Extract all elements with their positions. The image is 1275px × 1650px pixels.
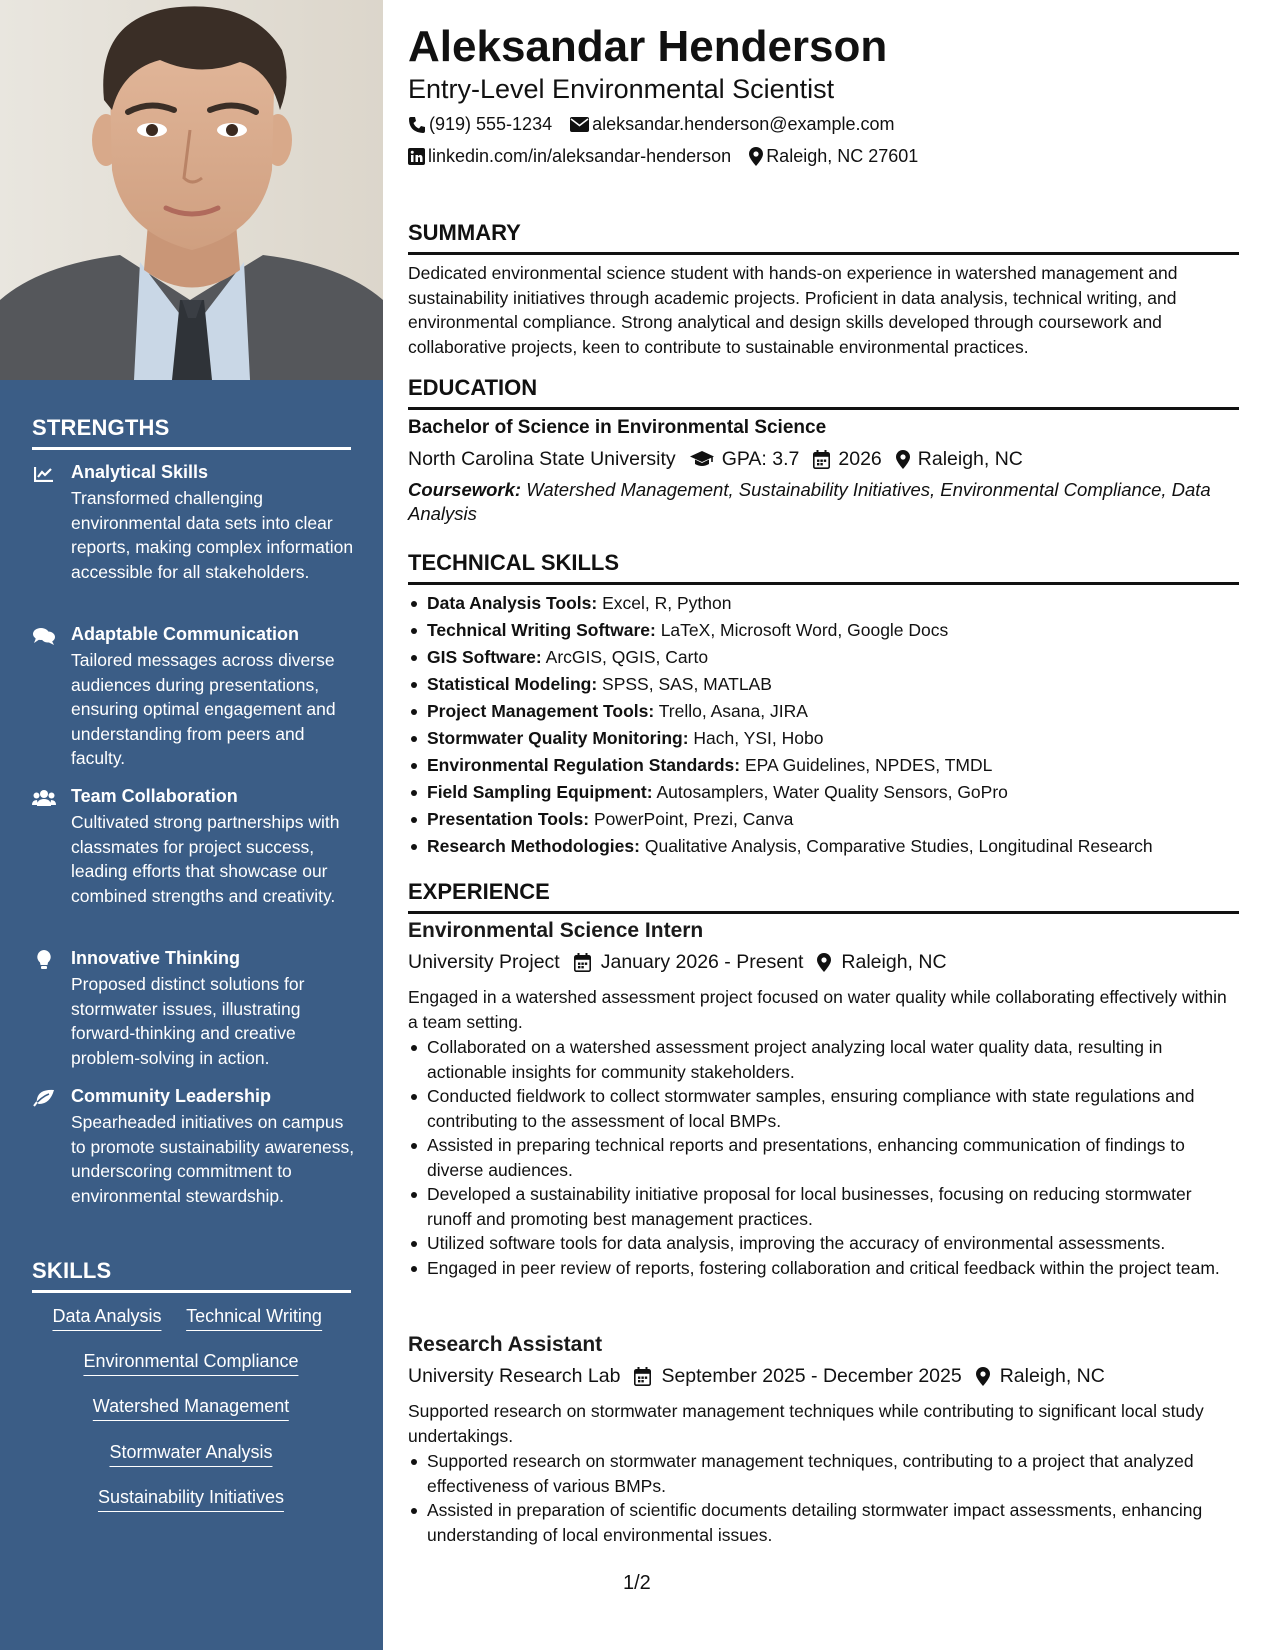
strength-title: Analytical Skills [71, 462, 209, 482]
job-meta [408, 1365, 1105, 1388]
users-icon [32, 788, 56, 808]
list-item: Statistical Modeling: SPSS, SAS, MATLAB [408, 671, 1239, 698]
coursework-list: Watershed Management, Sustainability Initiatives, Environmental Compliance, Data Analysis [408, 479, 1211, 524]
map-pin-icon [976, 1367, 990, 1386]
list-item: Utilized software tools for data analysis, improving the accuracy of environmental assessments. [408, 1231, 1239, 1256]
school-name: North Carolina State University [408, 448, 676, 470]
map-pin-icon [817, 953, 831, 972]
coursework [408, 478, 1239, 526]
strength-description: Spearheaded initiatives on campus to promote sustainability awareness, underscoring commitment to environmental stewardship. [71, 1112, 355, 1206]
skill-tag: Sustainability Initiatives [98, 1487, 284, 1512]
map-pin-icon [896, 450, 910, 469]
job-bullets [408, 1035, 1239, 1280]
skills-heading: SKILLS [32, 1258, 351, 1293]
list-item: Conducted fieldwork to collect stormwater samples, ensuring compliance with state regulations and contributing to the assessment of local BMPs. [408, 1084, 1239, 1133]
skill-tag: Technical Writing [186, 1306, 322, 1331]
list-item: Project Management Tools: Trello, Asana, JIRA [408, 698, 1239, 725]
education-meta [408, 448, 1023, 471]
skill-tag: Stormwater Analysis [109, 1442, 272, 1467]
education-location: Raleigh, NC [917, 448, 1023, 470]
strength-title: Innovative Thinking [71, 948, 241, 968]
leaf-icon [32, 1088, 56, 1108]
calendar-icon [634, 1367, 651, 1386]
technical-skills-heading: TECHNICAL SKILLS [408, 550, 1239, 585]
job-bullets [408, 1449, 1239, 1547]
comments-icon [32, 626, 56, 646]
candidate-role: Entry-Level Environmental Scientist [408, 74, 835, 104]
skill-tag: Watershed Management [93, 1396, 289, 1421]
job-meta [408, 951, 947, 974]
list-item: GIS Software: ArcGIS, QGIS, Carto [408, 644, 1239, 671]
strengths-heading: STRENGTHS [32, 415, 351, 450]
job-title: Environmental Science Intern [408, 919, 704, 942]
list-item: Assisted in preparation of scientific documents detailing stormwater impact assessments, enhancing understanding of local environmental issues. [408, 1498, 1239, 1547]
sidebar [0, 0, 383, 1650]
list-item: Presentation Tools: PowerPoint, Prezi, Canva [408, 806, 1239, 833]
strength-description: Proposed distinct solutions for stormwater issues, illustrating forward-thinking and creative problem-solving in action. [71, 974, 305, 1068]
job-organization: University Project [408, 951, 560, 973]
location-text: Raleigh, NC 27601 [766, 146, 919, 166]
graduation-cap-icon [690, 451, 714, 468]
degree-title: Bachelor of Science in Environmental Science [408, 417, 827, 438]
list-item: Collaborated on a watershed assessment project analyzing local water quality data, resulting in actionable insights for community stakeholders. [408, 1035, 1239, 1084]
job-title: Research Assistant [408, 1333, 603, 1356]
list-item: Supported research on stormwater management techniques, contributing to a project that analyzed effectiveness of various BMPs. [408, 1449, 1239, 1498]
graduation-year: 2026 [838, 448, 882, 470]
linkedin-icon [408, 148, 425, 165]
candidate-name: Aleksandar Henderson [408, 22, 888, 71]
list-item: Research Methodologies: Qualitative Analysis, Comparative Studies, Longitudinal Research [408, 833, 1239, 860]
list-item: Developed a sustainability initiative proposal for local businesses, focusing on reducing stormwater runoff and promoting best management practices. [408, 1182, 1239, 1231]
job-dates: September 2025 - December 2025 [661, 1365, 962, 1387]
list-item: Environmental Regulation Standards: EPA Guidelines, NPDES, TMDL [408, 752, 1239, 779]
strength-title: Community Leadership [71, 1086, 272, 1106]
envelope-icon [570, 117, 589, 132]
calendar-icon [813, 450, 830, 469]
job-summary: Supported research on stormwater management techniques while contributing to significant local study undertakings. [408, 1401, 1204, 1446]
linkedin-link[interactable]: linkedin.com/in/aleksandar-henderson [428, 146, 732, 166]
chart-line-icon [32, 464, 56, 484]
map-pin-icon [749, 147, 763, 166]
page-number: 1/2 [623, 1572, 651, 1594]
gpa-text: GPA: 3.7 [721, 448, 800, 470]
calendar-icon [574, 953, 591, 972]
strength-description: Tailored messages across diverse audiences during presentations, ensuring optimal engagement and understanding from peers and faculty. [71, 650, 336, 768]
list-item: Stormwater Quality Monitoring: Hach, YSI, Hobo [408, 725, 1239, 752]
contact-row [408, 114, 895, 135]
strength-title: Adaptable Communication [71, 624, 300, 644]
lightbulb-icon [32, 950, 56, 970]
experience-heading: EXPERIENCE [408, 879, 1239, 914]
strength-description: Cultivated strong partnerships with classmates for project success, leading efforts that showcase our combined strengths and creativity. [71, 812, 340, 906]
list-item: Field Sampling Equipment: Autosamplers, Water Quality Sensors, GoPro [408, 779, 1239, 806]
phone-icon [408, 116, 426, 134]
list-item: Technical Writing Software: LaTeX, Microsoft Word, Google Docs [408, 617, 1239, 644]
job-location: Raleigh, NC [999, 1365, 1105, 1387]
job-location: Raleigh, NC [841, 951, 947, 973]
coursework-label: Coursework: [408, 479, 522, 500]
summary-text: Dedicated environmental science student with hands-on experience in watershed management and sustainability initiatives through academic projects. Proficient in data analysis, technical writing, and environmental compliance. Strong analytical and design skills developed through coursework and collaborative projects, keen to contribute to sustainable environmental practices. [408, 263, 1178, 357]
summary-heading: SUMMARY [408, 220, 1239, 255]
portrait-image [0, 0, 383, 380]
list-item: Data Analysis Tools: Excel, R, Python [408, 590, 1239, 617]
profile-photo [0, 0, 383, 380]
job-summary: Engaged in a watershed assessment project focused on water quality while collaborating effectively within a team setting. [408, 987, 1227, 1032]
list-item: Engaged in peer review of reports, fostering collaboration and critical feedback within the project team. [408, 1256, 1239, 1281]
strength-description: Transformed challenging environmental data sets into clear reports, making complex information accessible for all stakeholders. [71, 488, 354, 582]
list-item: Assisted in preparing technical reports and presentations, enhancing communication of findings to diverse audiences. [408, 1133, 1239, 1182]
job-organization: University Research Lab [408, 1365, 621, 1387]
technical-skills-list [408, 590, 1239, 860]
email-link[interactable]: aleksandar.henderson@example.com [592, 114, 895, 134]
phone-number[interactable]: (919) 555-1234 [429, 114, 553, 134]
strength-title: Team Collaboration [71, 786, 238, 806]
job-dates: January 2026 - Present [600, 951, 804, 973]
skill-tag: Environmental Compliance [83, 1351, 298, 1376]
skill-tag: Data Analysis [52, 1306, 161, 1331]
education-heading: EDUCATION [408, 375, 1239, 410]
contact-row [408, 146, 918, 167]
